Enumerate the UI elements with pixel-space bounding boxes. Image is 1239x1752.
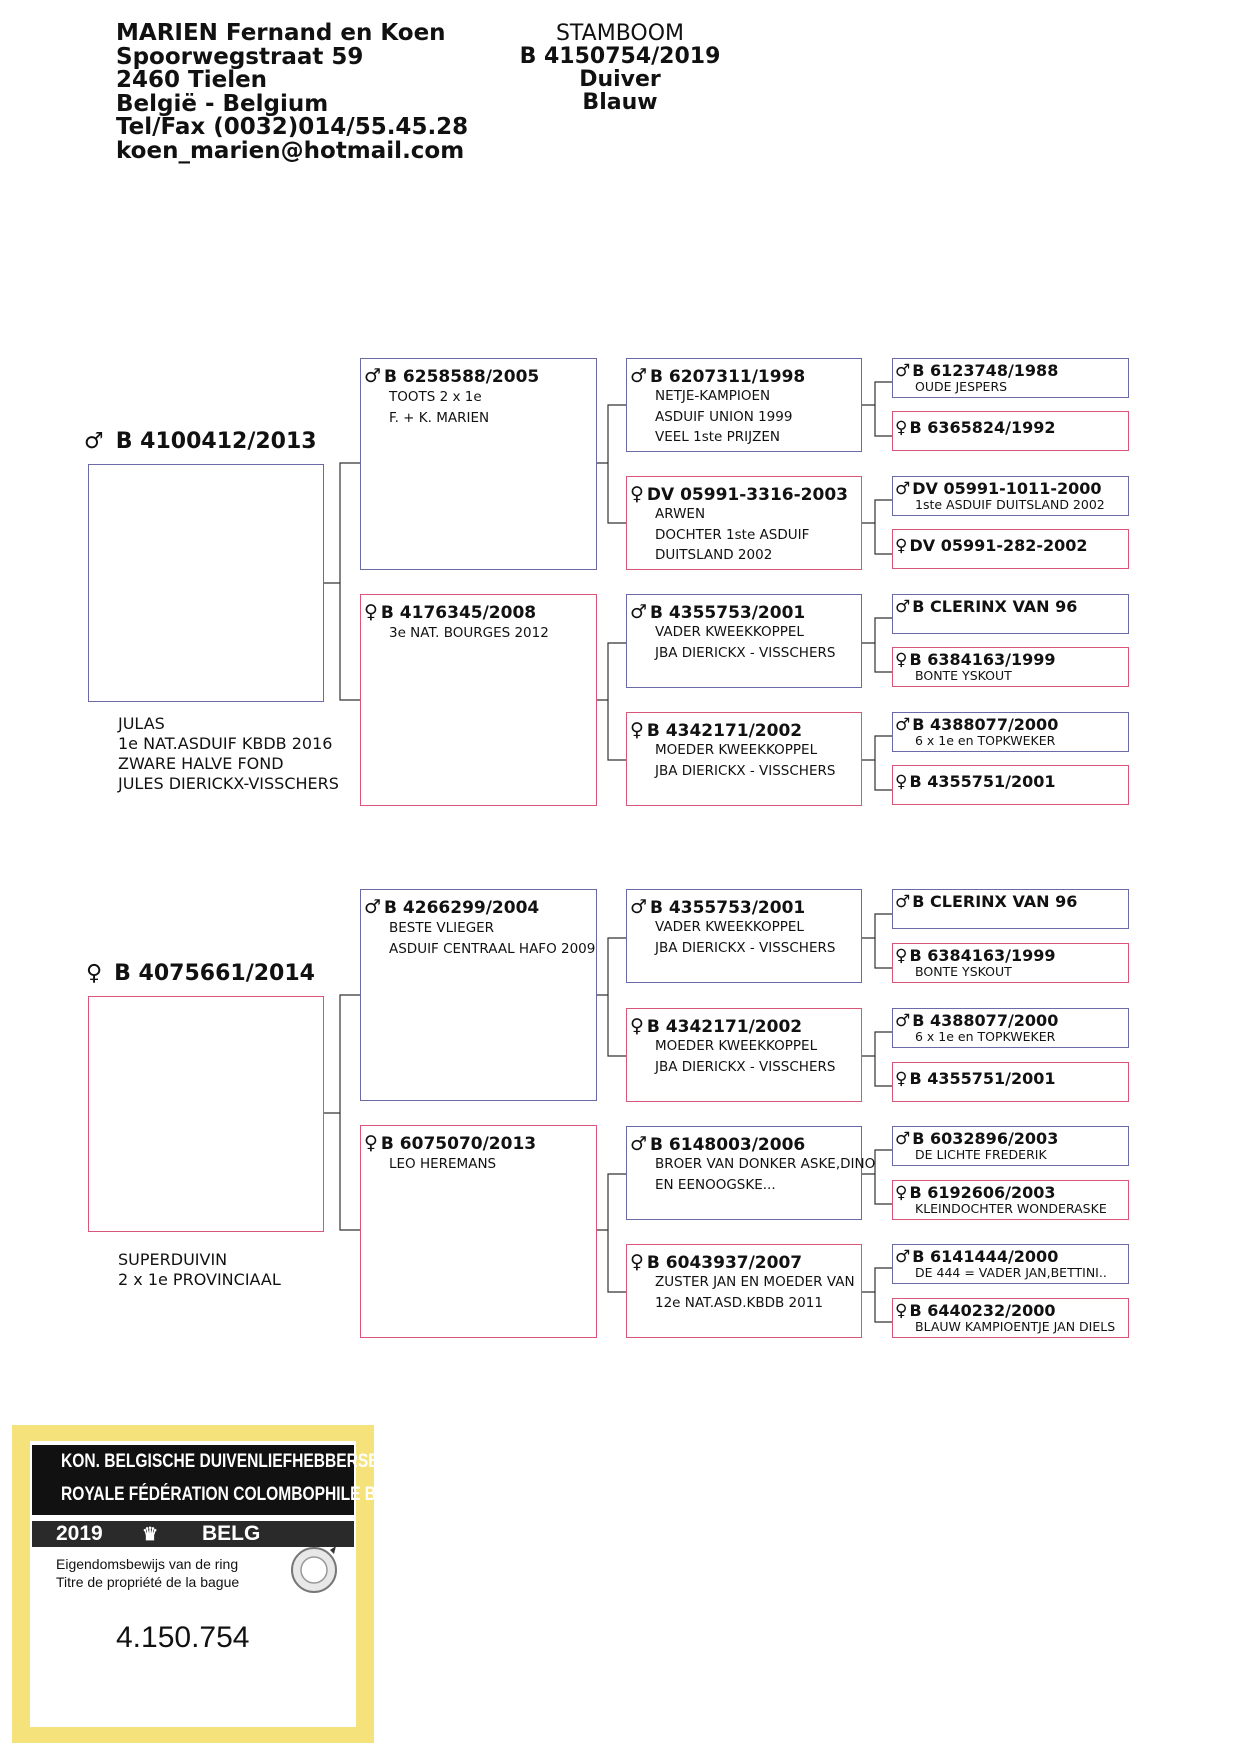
- female-icon: ♀: [895, 418, 908, 438]
- female-icon: ♀: [86, 961, 103, 986]
- owner-email: koen_marien@hotmail.com: [116, 137, 465, 164]
- card-ring-text: B 4355753/2001: [650, 898, 806, 918]
- male-icon: ♂: [630, 601, 648, 623]
- crown-icon: ♛: [142, 1524, 159, 1544]
- pedigree-card-gen4: [892, 1298, 1129, 1338]
- card-info: [655, 1154, 875, 1195]
- card-ring: [895, 715, 1058, 735]
- male-icon: ♂: [630, 365, 648, 387]
- card-info-line: TOOTS 2 x 1e: [389, 389, 482, 405]
- pedigree-card-md-sire: [626, 1126, 876, 1220]
- card-ring: [895, 536, 1088, 556]
- card-info: [655, 1036, 835, 1077]
- pedigree-card-ff-dam: [626, 476, 862, 570]
- female-icon: ♀: [630, 1015, 644, 1037]
- card-ring: [895, 1069, 1056, 1089]
- card-ring-text: B 4176345/2008: [380, 603, 537, 623]
- card-info-line: ASDUIF CENTRAAL HAFO 2009: [389, 940, 596, 957]
- card-ring-text: B 4355751/2001: [909, 772, 1056, 791]
- card-ring-text: B 6141444/2000: [912, 1247, 1059, 1266]
- pedigree-card-gen4: [892, 1126, 1129, 1166]
- certificate-org-nl: KON. BELGISCHE DUIVENLIEFHEBBERSBOND: [60, 1451, 415, 1472]
- card-info: [655, 1272, 855, 1313]
- card-info-line: ZUSTER JAN EN MOEDER VAN: [655, 1274, 855, 1290]
- male-icon: ♂: [364, 365, 382, 387]
- male-icon: ♂: [895, 479, 911, 499]
- card-ring: [895, 1011, 1058, 1031]
- card-ring: [895, 772, 1056, 792]
- card-info-line: KLEINDOCHTER WONDERASKE: [915, 1201, 1107, 1216]
- certificate-ring-number: 4.150.754: [116, 1621, 250, 1654]
- card-ring-text: B 4342171/2002: [646, 721, 803, 741]
- female-icon: ♀: [364, 1132, 378, 1154]
- pedigree-card-gen4: [892, 889, 1129, 929]
- female-icon: ♀: [895, 1183, 908, 1203]
- female-icon: ♀: [895, 536, 908, 556]
- card-info-line: DE LICHTE FREDERIK: [915, 1147, 1047, 1162]
- pedigree-card-gen4: [892, 647, 1129, 687]
- father-info: [118, 714, 339, 794]
- title-color: Blauw: [582, 90, 658, 115]
- certificate-org-fr: ROYALE FÉDÉRATION COLOMBOPHILE BELGE: [60, 1484, 419, 1505]
- father-info-line: 1e NAT.ASDUIF KBDB 2016: [118, 734, 333, 753]
- card-info: [655, 917, 835, 958]
- card-info-line: ARWEN: [655, 506, 706, 522]
- card-ring-text: B 6365824/1992: [909, 418, 1056, 437]
- pedigree-card-gen4: [892, 411, 1129, 451]
- card-info-line: DUITSLAND 2002: [655, 547, 773, 563]
- card-ring-text: B 6075070/2013: [380, 1134, 537, 1154]
- pedigree-card-gen4: [892, 529, 1129, 569]
- father-ring: B 4100412/2013: [115, 429, 317, 454]
- card-ring-text: B 4355751/2001: [909, 1069, 1056, 1088]
- mother-info-line: 2 x 1e PROVINCIAAL: [118, 1270, 281, 1289]
- card-info-line: VEEL 1ste PRIJZEN: [655, 429, 780, 445]
- card-info-line: DOCHTER 1ste ASDUIF: [655, 526, 810, 543]
- male-icon: ♂: [895, 1247, 911, 1267]
- female-icon: ♀: [895, 772, 908, 792]
- card-info: [389, 918, 595, 959]
- card-info: [655, 504, 809, 566]
- card-ring: [895, 1129, 1058, 1149]
- card-info: [389, 1154, 496, 1175]
- mother-photo-box: [88, 996, 324, 1232]
- pedigree-card-md-dam: [626, 1244, 862, 1338]
- card-ring: [895, 1183, 1056, 1203]
- pedigree-card-mf-sire: [626, 889, 862, 983]
- card-info-line: LEO HEREMANS: [389, 1156, 497, 1172]
- card-info: [389, 387, 489, 428]
- male-icon: ♂: [364, 896, 382, 918]
- card-info-line: BONTE YSKOUT: [915, 964, 1012, 979]
- card-info: [655, 740, 835, 781]
- card-info-line: DE 444 = VADER JAN,BETTINI..: [915, 1265, 1107, 1280]
- owner-country: België - Belgium: [116, 90, 329, 117]
- pedigree-card-gen4: [892, 1062, 1129, 1102]
- pedigree-card-gen4: [892, 943, 1129, 983]
- card-info-line: VADER KWEEKKOPPEL: [655, 624, 804, 640]
- card-info-line: BLAUW KAMPIOENTJE JAN DIELS: [915, 1319, 1116, 1334]
- owner-city: 2460 Tielen: [116, 67, 268, 93]
- title-sex: Duiver: [579, 67, 661, 92]
- father-photo-box: [88, 464, 324, 702]
- male-icon: ♂: [895, 892, 911, 912]
- card-info-line: 6 x 1e en TOPKWEKER: [915, 733, 1056, 748]
- title-ring: B 4150754/2019: [519, 44, 721, 69]
- certificate-label-fr: Titre de propriété de la bague: [56, 1574, 240, 1590]
- pedigree-card-fd-dam: [626, 712, 862, 806]
- card-ring-text: B CLERINX VAN 96: [912, 597, 1078, 616]
- card-ring: [895, 418, 1056, 438]
- card-info-line: 1ste ASDUIF DUITSLAND 2002: [915, 497, 1105, 512]
- card-ring-text: B 4355753/2001: [650, 603, 806, 623]
- card-info-line: NETJE-KAMPIOEN: [655, 388, 771, 404]
- card-ring: [895, 1247, 1058, 1267]
- male-icon: ♂: [895, 1011, 911, 1031]
- card-ring-text: DV 05991-3316-2003: [646, 485, 848, 505]
- card-ring: [630, 896, 805, 918]
- card-info-line: MOEDER KWEEKKOPPEL: [655, 742, 818, 758]
- pedigree-card-mother-sire: [360, 889, 597, 1101]
- card-ring: [630, 1133, 805, 1155]
- card-ring: [630, 365, 805, 387]
- father-info-line: JULAS: [118, 714, 165, 733]
- male-icon: ♂: [895, 597, 911, 617]
- mother-ring: B 4075661/2014: [114, 961, 315, 986]
- female-icon: ♀: [630, 483, 644, 505]
- card-info-line: 6 x 1e en TOPKWEKER: [915, 1029, 1056, 1044]
- federation-emblem-icon: [284, 1540, 344, 1600]
- card-info: [655, 622, 835, 663]
- card-ring-text: B 6384163/1999: [909, 946, 1056, 965]
- card-ring-text: B 6207311/1998: [650, 367, 806, 387]
- card-ring: [630, 1251, 802, 1273]
- certificate-header: [32, 1445, 419, 1515]
- card-ring: [895, 650, 1056, 670]
- card-ring: [630, 483, 848, 505]
- pedigree-card-fd-sire: [626, 594, 862, 688]
- owner-name: MARIEN Fernand en Koen: [116, 20, 446, 46]
- card-ring: [895, 361, 1058, 381]
- male-icon: ♂: [630, 1133, 648, 1155]
- pedigree-card-gen4: [892, 1180, 1129, 1220]
- card-ring: [895, 946, 1056, 966]
- card-info-line: JBA DIERICKX - VISSCHERS: [655, 762, 836, 779]
- title-heading: STAMBOOM: [555, 21, 685, 46]
- card-ring-text: B 6440232/2000: [909, 1301, 1056, 1320]
- pedigree-card-gen4: [892, 594, 1129, 634]
- card-ring-text: B 4342171/2002: [646, 1017, 803, 1037]
- card-ring-text: B CLERINX VAN 96: [912, 892, 1078, 911]
- mother-ring-label: [86, 961, 315, 986]
- card-ring-text: B 6043937/2007: [646, 1253, 803, 1273]
- card-info-line: JBA DIERICKX - VISSCHERS: [655, 644, 836, 661]
- card-ring: [364, 1132, 536, 1154]
- ownership-certificate: [12, 1425, 419, 1743]
- male-icon: ♂: [895, 715, 911, 735]
- pedigree-card-father-dam: [360, 594, 597, 806]
- father-info-line: ZWARE HALVE FOND: [118, 754, 284, 773]
- pedigree-card-gen4: [892, 1244, 1129, 1284]
- female-icon: ♀: [630, 1251, 644, 1273]
- male-icon: ♂: [630, 896, 648, 918]
- card-ring: [895, 1301, 1056, 1321]
- card-ring-text: B 6148003/2006: [650, 1135, 806, 1155]
- card-info-line: BESTE VLIEGER: [389, 920, 495, 936]
- pedigree-card-ff-sire: [626, 358, 862, 452]
- card-info-line: OUDE JESPERS: [915, 379, 1008, 394]
- female-icon: ♀: [895, 1069, 908, 1089]
- pedigree-card-gen4: [892, 358, 1129, 398]
- card-info-line: BROER VAN DONKER ASKE,DINO: [655, 1156, 876, 1172]
- card-info-line: JBA DIERICKX - VISSCHERS: [655, 1058, 836, 1075]
- pedigree-card-gen4: [892, 476, 1129, 516]
- card-ring: [364, 896, 539, 918]
- card-info-line: 3e NAT. BOURGES 2012: [389, 625, 549, 641]
- pedigree-card-father-sire: [360, 358, 597, 570]
- card-ring-text: B 6032896/2003: [912, 1129, 1059, 1148]
- card-ring-text: B 6258588/2005: [384, 367, 540, 387]
- pedigree-card-gen4: [892, 765, 1129, 805]
- pedigree-card-gen4: [892, 1008, 1129, 1048]
- female-icon: ♀: [895, 946, 908, 966]
- father-info-line: JULES DIERICKX-VISSCHERS: [118, 774, 339, 793]
- card-info-line: 12e NAT.ASD.KBDB 2011: [655, 1294, 823, 1311]
- card-ring-text: B 6192606/2003: [909, 1183, 1056, 1202]
- card-ring: [895, 892, 1077, 912]
- pedigree-card-mother-dam: [360, 1125, 597, 1338]
- certificate-year: 2019: [56, 1522, 103, 1545]
- certificate-belg: BELG: [202, 1522, 261, 1545]
- card-ring-text: B 6123748/1988: [912, 361, 1059, 380]
- card-info-line: VADER KWEEKKOPPEL: [655, 919, 804, 935]
- male-icon: ♂: [84, 429, 104, 454]
- card-ring: [895, 479, 1102, 499]
- card-info: [389, 623, 549, 644]
- card-info-line: BONTE YSKOUT: [915, 668, 1012, 683]
- mother-info: [118, 1250, 281, 1290]
- card-info-line: MOEDER KWEEKKOPPEL: [655, 1038, 818, 1054]
- card-ring: [630, 719, 802, 741]
- male-icon: ♂: [895, 1129, 911, 1149]
- card-info-line: ASDUIF UNION 1999: [655, 408, 793, 425]
- card-info: [655, 386, 792, 448]
- card-ring-text: B 4266299/2004: [384, 898, 540, 918]
- card-ring: [364, 601, 536, 623]
- card-ring: [630, 601, 805, 623]
- female-icon: ♀: [895, 1301, 908, 1321]
- pedigree-card-mf-dam: [626, 1008, 862, 1102]
- card-ring: [630, 1015, 802, 1037]
- owner-street: Spoorwegstraat 59: [116, 43, 364, 70]
- card-ring-text: DV 05991-282-2002: [909, 536, 1088, 555]
- female-icon: ♀: [895, 650, 908, 670]
- card-ring: [364, 365, 539, 387]
- female-icon: ♀: [364, 601, 378, 623]
- card-ring-text: DV 05991-1011-2000: [912, 479, 1102, 498]
- father-ring-label: [84, 429, 317, 454]
- card-ring-text: B 6384163/1999: [909, 650, 1056, 669]
- female-icon: ♀: [630, 719, 644, 741]
- mother-info-line: SUPERDUIVIN: [118, 1250, 228, 1269]
- card-ring-text: B 4388077/2000: [912, 1011, 1059, 1030]
- card-info-line: JBA DIERICKX - VISSCHERS: [655, 939, 836, 956]
- certificate-label-nl: Eigendomsbewijs van de ring: [56, 1556, 239, 1572]
- card-info-line: F. + K. MARIEN: [389, 409, 490, 426]
- pedigree-card-gen4: [892, 712, 1129, 752]
- certificate-labels: [56, 1555, 239, 1591]
- card-ring: [895, 597, 1077, 617]
- card-info-line: EN EENOOGSKE...: [655, 1176, 776, 1193]
- card-ring-text: B 4388077/2000: [912, 715, 1059, 734]
- male-icon: ♂: [895, 361, 911, 381]
- owner-phone: Tel/Fax (0032)014/55.45.28: [116, 114, 469, 140]
